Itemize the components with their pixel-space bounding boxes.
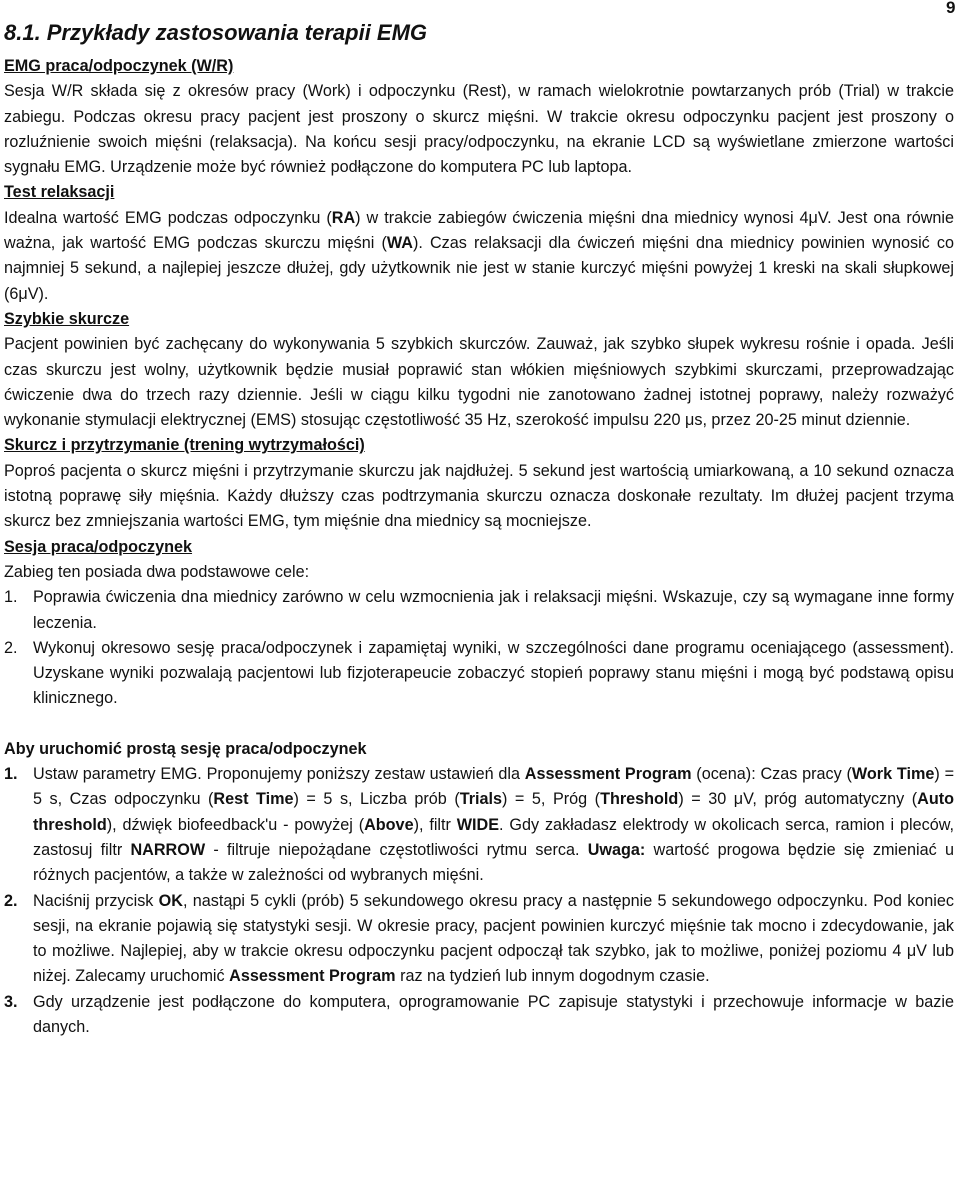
list-item [4, 990, 954, 1041]
text-run: raz na tydzień lub innym dogodnym czasie. [395, 967, 710, 986]
text-run: Ustaw parametry EMG. Proponujemy poniższy zestaw ustawień dla [33, 765, 525, 784]
list-number: 2. [4, 891, 18, 910]
text-run: ) = 5 s, Czas odpoczynku ( [33, 765, 955, 809]
bold-run: Above [364, 815, 414, 834]
spacer [4, 712, 954, 737]
heading-quick-contractions: Szybkie skurcze [4, 309, 130, 328]
paragraph-contract-hold: Poproś pacjenta o skurcz mięśni i przytrzymanie skurczu jak najdłużej. 5 sekund jest wartością umiarkowaną, a 10 sekund oznacza istotną poprawę siły mięśnia. Każdy dłuższy czas podtrzymania skurczu oznacza doskonałe rezultaty. Im dłużej pacjent trzyma skurcz bez zmniejszania wartości EMG, tym mięśnie dna miednicy są mocniejsze. [4, 461, 954, 531]
bold-run: RA [331, 208, 356, 227]
text-run: ) = 30 μV, próg automatyczny ( [678, 790, 918, 809]
heading-start-session: Aby uruchomić prostą sesję praca/odpoczynek [4, 739, 367, 758]
text-run: ) = 5 s, Liczba prób ( [293, 790, 460, 809]
text-run: ), filtr [413, 815, 457, 834]
list-number: 1. [4, 588, 18, 607]
text-run: ), dźwięk biofeedback'u - powyżej ( [106, 815, 365, 834]
bold-run: Threshold [600, 790, 679, 809]
heading-contract-hold: Skurcz i przytrzymanie (trening wytrzymałości) [4, 436, 365, 455]
paragraph-work-rest: Sesja W/R składa się z okresów pracy (Work) i odpoczynku (Rest), w ramach wielokrotnie powtarzanych prób (Trial) w trakcie zabiegu. Podczas okresu pracy pacjent jest proszony o skurcz mięśni. W trakcie okresu odpoczynku pacjent jest proszony o rozluźnienie swoich mięśni (relaksacja). Na końcu sesji pracy/odpoczynku, na ekranie LCD są wyświetlane zmierzone wartości sygnału EMG. Urządzenie może być również podłączone do komputera PC lub laptopa. [4, 82, 954, 177]
heading-work-rest-session: Sesja praca/odpoczynek [4, 537, 193, 556]
bold-run: Rest Time [213, 790, 294, 809]
list-item-text: Poprawia ćwiczenia dna miednicy zarówno w celu wzmocnienia jak i relaksacji mięśni. Wskazuje, czy są wymagane inne formy leczenia. [33, 588, 954, 632]
bold-run: Work Time [851, 765, 935, 784]
bold-run: Trials [459, 790, 503, 809]
list-item-text: Gdy urządzenie jest podłączone do komputera, oprogramowanie PC zapisuje statystyki i przechowuje informacje w bazie danych. [33, 992, 954, 1036]
bold-run: Auto threshold [33, 790, 955, 834]
paragraph-quick-contractions: Pacjent powinien być zachęcany do wykonywania 5 szybkich skurczów. Zauważ, jak szybko słupek wykresu rośnie i opada. Jeśli czas skurczu jest wolny, użytkownik będzie musiał poprawić stan włókien mięśniowych szybkimi skurczami, przeprowadzając ćwiczenie dwa do trzech razy dziennie. Jeśli w ciągu kilku tygodni nie zanotowano żadnej istotnej poprawy, należy rozważyć wykonanie stymulacji elektrycznej (EMS) stosując częstotliwość 35 Hz, szerokość impulsu 220 μs, przez 20-25 minut dziennie. [4, 335, 954, 430]
text-run: . Gdy zakładasz elektrody w okolicach serca, ramion i pleców, zastosuj filtr [33, 815, 954, 859]
list-item [4, 889, 954, 990]
page-number: 9 [946, 0, 956, 17]
heading-relaxation-test: Test relaksacji [4, 183, 115, 202]
list-item [4, 585, 954, 636]
text-run: ) = 5, Próg ( [502, 790, 601, 809]
list-number: 2. [4, 638, 18, 657]
list-number: 3. [4, 992, 18, 1011]
document-body [4, 54, 954, 1040]
bold-run: NARROW [130, 840, 206, 859]
goals-list [4, 585, 954, 711]
bold-run: OK [158, 891, 183, 910]
paragraph-relaxation-test [4, 206, 954, 307]
text-run: Naciśnij przycisk [33, 891, 159, 910]
steps-list [4, 762, 954, 1040]
list-item-text: Wykonuj okresowo sesję praca/odpoczynek i zapamiętaj wyniki, w szczególności dane programu oceniającego (assessment). Uzyskane wyniki pozwalają pacjentowi lub fizjoterapeucie zobaczyć stopień poprawy stanu mięśni i mogą być podstawą opisu klinicznego. [33, 638, 954, 708]
bold-run: Uwaga: [587, 840, 646, 859]
text-run: Idealna wartość EMG podczas odpoczynku ( [4, 208, 332, 227]
heading-work-rest: EMG praca/odpoczynek (W/R) [4, 57, 234, 75]
text-run: , nastąpi 5 cykli (prób) 5 sekundowego okresu pracy a następnie 5 sekundowego odpoczynku. Pod koniec sesji, na ekranie pojawią się statystyki sesji. W okresie pracy, pacjent powinien kurczyć mięśnie tak mocno i zdecydowanie, jak to możliwe. Najlepiej, aby w trakcie okresu odpoczynku pacjent odpoczął tak szybko, jak to możliwe, poniżej poziomu 4 μV lub niżej. Zalecamy uruchomić [33, 891, 954, 986]
text-run: (ocena): Czas pracy ( [691, 765, 852, 784]
text-run: ) w trakcie zabiegów ćwiczenia mięśni dna miednicy wynosi 4μV. Jest ona równie ważna, jak wartość EMG podczas skurczu mięśni ( [4, 208, 955, 253]
section-title: 8.1. Przykłady zastosowania terapii EMG [4, 20, 428, 45]
text-run: wartość progowa będzie się zmieniać u różnych pacjentów, a także w zależności od wybranych mięśni. [33, 840, 954, 885]
list-item [4, 636, 954, 712]
list-item [4, 762, 954, 888]
list-number: 1. [4, 765, 18, 784]
text-run: ). Czas relaksacji dla ćwiczeń mięśni dna miednicy powinien wynosić co najmniej 5 sekund, a najlepiej jeszcze dłużej, gdy użytkownik nie jest w stanie kurczyć mięśni powyżej 1 kreski na skali słupkowej (6μV). [4, 234, 954, 303]
text-run: - filtruje niepożądane częstotliwości rytmu serca. [205, 840, 588, 859]
bold-run: Assessment Program [524, 765, 692, 784]
bold-run: Assessment Program [229, 967, 396, 986]
bold-run: WA [386, 234, 413, 253]
paragraph-goals-intro: Zabieg ten posiada dwa podstawowe cele: [4, 562, 310, 581]
bold-run: WIDE [456, 815, 500, 834]
